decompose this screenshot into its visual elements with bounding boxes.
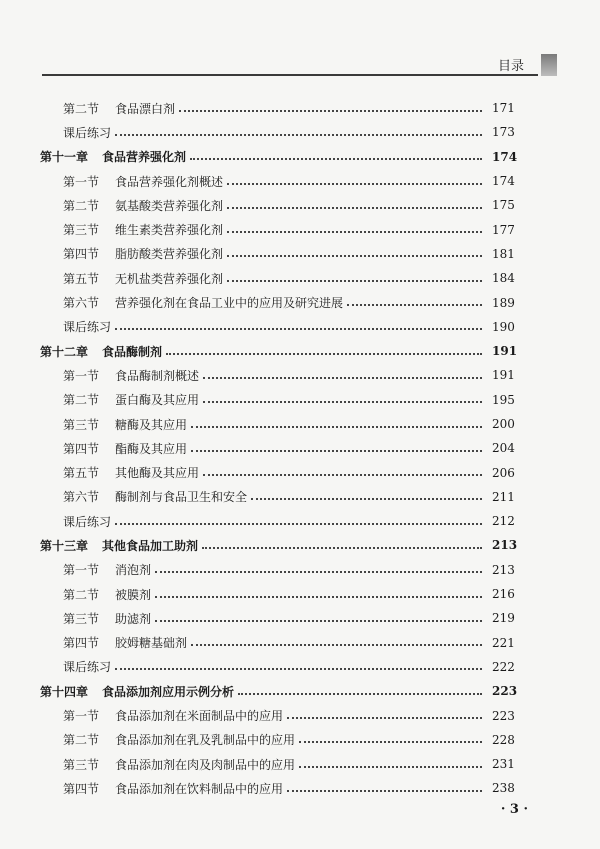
dot-leader [227,206,482,209]
dot-leader [251,497,482,500]
dot-leader [166,352,482,355]
toc-entry-number: 第二节 [63,733,100,748]
toc-entry-title: 脂肪酸类营养强化剂 [115,247,224,262]
toc-entry-title: 课后练习 [63,514,112,529]
toc-entry-page: 181 [492,246,515,261]
toc-entry-number: 第四节 [63,781,100,796]
toc-entry-page: 213 [492,538,518,553]
toc-section-entry[interactable] [0,193,600,217]
toc-section-entry[interactable] [0,96,600,120]
toc-entry-title: 消泡剂 [115,563,152,578]
dot-leader [227,182,482,185]
toc-section-entry[interactable] [0,776,600,800]
dot-leader [203,400,482,403]
toc-entry-number: 第三节 [63,611,100,626]
dot-leader [203,376,482,379]
dot-leader [115,522,482,525]
toc-entry-title: 食品营养强化剂概述 [115,174,224,189]
toc-entry-number: 第二节 [63,393,100,408]
toc-entry-page: 222 [492,659,515,674]
toc-entry-title: 助滤剂 [115,611,152,626]
toc-entry-number: 第一节 [63,709,100,724]
header-decoration [538,54,560,76]
dot-leader [115,133,482,136]
toc-entry-page: 174 [492,174,515,189]
dot-leader [227,254,482,257]
toc-section-entry[interactable] [0,631,600,655]
toc-entry-number: 第一节 [63,174,100,189]
toc-section-entry[interactable] [0,388,600,412]
dot-leader [287,716,482,719]
toc-exercise-entry[interactable] [0,509,600,533]
toc-section-entry[interactable] [0,460,600,484]
toc-entry-page: 238 [492,781,515,796]
toc-section-entry[interactable] [0,558,600,582]
toc-entry-title: 课后练习 [63,320,112,335]
toc-entry-title: 酯酶及其应用 [115,441,188,456]
toc-entry-title: 课后练习 [63,660,112,675]
dot-leader [227,279,482,282]
toc-entry-title: 食品添加剂在乳及乳制品中的应用 [115,733,296,748]
toc-section-entry[interactable] [0,728,600,752]
toc-entry-number: 第一节 [63,563,100,578]
toc-section-entry[interactable] [0,485,600,509]
toc-entry-number: 第六节 [63,296,100,311]
toc-entry-title: 糖酶及其应用 [115,417,188,432]
toc-entry-number: 第三节 [63,757,100,772]
toc-entry-page: 221 [492,635,515,650]
toc-chapter-entry[interactable] [0,145,600,169]
toc-entry-page: 191 [492,344,518,359]
toc-chapter-entry[interactable] [0,679,600,703]
toc-entry-title: 酶制剂与食品卫生和安全 [115,490,248,505]
toc-exercise-entry[interactable] [0,315,600,339]
dot-leader [202,546,482,549]
toc-entry-number: 第二节 [63,198,100,213]
toc-entry-page: 206 [492,465,515,480]
toc-entry-page: 223 [492,708,515,723]
dot-leader [347,303,482,306]
toc-entry-page: 174 [492,149,518,164]
toc-entry-title: 其他食品加工助剂 [102,538,199,553]
toc-entry-title: 无机盐类营养强化剂 [115,271,224,286]
toc-entry-title: 胶姆糖基础剂 [115,636,188,651]
toc-entry-page: 200 [492,417,515,431]
toc-entry-title: 蛋白酶及其应用 [115,393,200,408]
toc-section-entry[interactable] [0,217,600,241]
toc-entry-title: 食品添加剂在饮料制品中的应用 [115,781,284,796]
toc-entry-title: 氨基酸类营养强化剂 [115,198,224,213]
dot-leader [227,230,482,233]
dot-leader [179,109,482,112]
toc-exercise-entry[interactable] [0,655,600,679]
toc-section-entry[interactable] [0,606,600,630]
toc-section-entry[interactable] [0,703,600,727]
toc-entry-page: 173 [492,125,515,140]
toc-entry-number: 第四节 [63,247,100,262]
dot-leader [203,473,482,476]
toc-section-entry[interactable] [0,363,600,387]
toc-entry-title: 食品添加剂应用示例分析 [102,684,235,699]
dot-leader [191,425,482,428]
toc-entry-page: 177 [492,222,515,237]
dot-leader [115,667,482,670]
toc-entry-number: 第四节 [63,441,100,456]
toc-chapter-entry[interactable] [0,533,600,557]
toc-entry-number: 第一节 [63,368,100,383]
toc-entry-title: 其他酶及其应用 [115,466,200,481]
dot-leader [155,595,482,598]
dot-leader [238,692,482,695]
toc-entry-number: 第三节 [63,223,100,238]
toc-entry-number: 第四节 [63,636,100,651]
toc-entry-number: 第五节 [63,466,100,481]
toc-entry-title: 食品酶制剂 [102,344,163,359]
toc-entry-title: 食品酶制剂概述 [115,368,200,383]
toc-entry-number: 第十一章 [40,150,89,165]
toc-entry-page: 195 [492,392,515,407]
toc-entry-page: 219 [492,611,515,626]
toc-entry-page: 175 [492,198,515,213]
toc-section-entry[interactable] [0,290,600,314]
toc-entry-number: 第十三章 [40,538,89,553]
toc-entry-title: 维生素类营养强化剂 [115,223,224,238]
toc-entry-title: 食品漂白剂 [115,101,176,116]
toc-entry-page: 213 [492,562,515,577]
toc-chapter-entry[interactable] [0,339,600,363]
toc-entry-page: 231 [492,757,515,772]
dot-leader [115,327,482,330]
toc-section-entry[interactable] [0,169,600,193]
toc-exercise-entry[interactable] [0,120,600,144]
dot-leader [191,643,482,646]
toc-entry-title: 营养强化剂在食品工业中的应用及研究进展 [115,296,344,311]
page-number: · 3 · [500,802,528,817]
toc-entry-page: 212 [492,514,515,529]
toc-section-entry[interactable] [0,242,600,266]
toc-entry-page: 216 [492,587,515,602]
dot-leader [299,740,482,743]
toc-section-entry[interactable] [0,752,600,776]
toc-section-entry[interactable] [0,266,600,290]
toc-entry-number: 第三节 [63,417,100,432]
dot-leader [155,619,482,622]
toc-entry-title: 食品添加剂在米面制品中的应用 [115,709,284,724]
toc-entry-page: 190 [492,319,515,334]
toc-entry-title: 食品营养强化剂 [102,150,187,165]
toc-entry-page: 191 [492,368,515,383]
toc-entry-page: 211 [492,489,515,504]
toc-section-entry[interactable] [0,582,600,606]
dot-leader [287,789,482,792]
toc-entry-number: 第十四章 [40,684,89,699]
toc-entry-number: 第五节 [63,271,100,286]
toc-entry-title: 课后练习 [63,125,112,140]
header-rule [42,74,540,76]
toc-section-entry[interactable] [0,436,600,460]
dot-leader [191,449,482,452]
toc-entry-page: 204 [492,441,515,456]
toc-entry-number: 第二节 [63,587,100,602]
toc-entry-page: 228 [492,732,515,747]
toc-entry-page: 184 [492,271,515,286]
table-of-contents [0,96,600,801]
toc-entry-number: 第二节 [63,101,100,116]
toc-entry-page: 189 [492,295,515,310]
toc-entry-title: 被膜剂 [115,587,152,602]
page-header [0,0,600,80]
toc-entry-title: 食品添加剂在肉及肉制品中的应用 [115,757,296,772]
toc-entry-page: 223 [492,684,518,699]
toc-section-entry[interactable] [0,412,600,436]
dot-leader [299,765,482,768]
toc-entry-page: 171 [492,101,515,116]
dot-leader [155,570,482,573]
toc-entry-number: 第六节 [63,490,100,505]
toc-entry-number: 第十二章 [40,344,89,359]
header-label: 目录 [497,59,524,74]
dot-leader [190,157,482,160]
